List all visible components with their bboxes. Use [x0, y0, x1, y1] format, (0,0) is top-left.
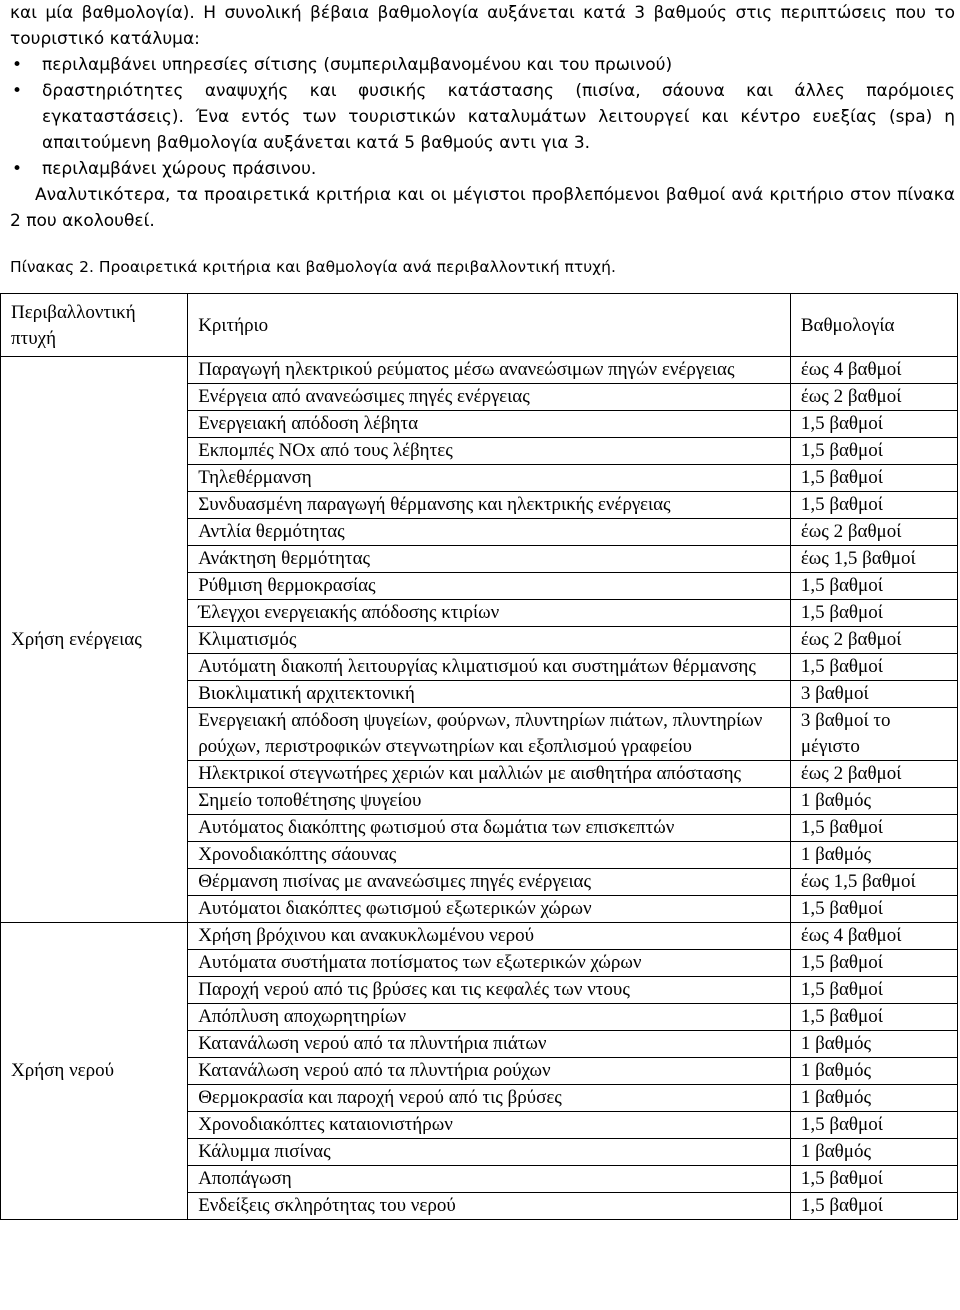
criterion-cell: Κατανάλωση νερού από τα πλυντήρια πιάτων [188, 1031, 791, 1058]
criterion-cell: Χρονοδιακόπτες καταιονιστήρων [188, 1112, 791, 1139]
bullet-icon: • [12, 55, 23, 75]
domain-cell: Χρήση νερού [1, 923, 188, 1220]
score-cell: 1 βαθμός [790, 1058, 957, 1085]
criterion-cell: Αυτόματη διακοπή λειτουργίας κλιματισμού και συστημάτων θέρμανσης [188, 654, 791, 681]
score-cell: 1,5 βαθμοί [790, 1193, 957, 1220]
criterion-cell: Ρύθμιση θερμοκρασίας [188, 573, 791, 600]
score-cell: έως 1,5 βαθμοί [790, 869, 957, 896]
score-cell: 1,5 βαθμοί [790, 573, 957, 600]
criterion-cell: Συνδυασμένη παραγωγή θέρμανσης και ηλεκτρικής ενέργειας [188, 492, 791, 519]
criterion-cell: Παραγωγή ηλεκτρικού ρεύματος μέσω ανανεώσιμων πηγών ενέργειας [188, 357, 791, 384]
criterion-cell: Χρήση βρόχινου και ανακυκλωμένου νερού [188, 923, 791, 950]
score-cell: 1 βαθμός [790, 788, 957, 815]
domain-cell: Χρήση ενέργειας [1, 357, 188, 923]
header-criterion: Κριτήριο [188, 294, 791, 357]
score-cell: 1,5 βαθμοί [790, 950, 957, 977]
score-cell: 3 βαθμοί [790, 681, 957, 708]
criterion-cell: Κάλυμμα πισίνας [188, 1139, 791, 1166]
score-cell: 1,5 βαθμοί [790, 600, 957, 627]
score-cell: έως 2 βαθμοί [790, 519, 957, 546]
criterion-cell: Ενέργεια από ανανεώσιμες πηγές ενέργειας [188, 384, 791, 411]
score-cell: 1,5 βαθμοί [790, 977, 957, 1004]
score-cell: 1 βαθμός [790, 1085, 957, 1112]
score-cell: 1 βαθμός [790, 842, 957, 869]
score-cell: 1,5 βαθμοί [790, 492, 957, 519]
score-cell: έως 4 βαθμοί [790, 923, 957, 950]
header-score: Βαθμολογία [790, 294, 957, 357]
criterion-cell: Αντλία θερμότητας [188, 519, 791, 546]
table-row [1, 923, 958, 950]
score-cell: 1,5 βαθμοί [790, 896, 957, 923]
score-cell: έως 1,5 βαθμοί [790, 546, 957, 573]
bullet-icon: • [12, 81, 23, 101]
score-cell: 1,5 βαθμοί [790, 1004, 957, 1031]
criterion-cell: Τηλεθέρμανση [188, 465, 791, 492]
criterion-cell: Αποπάγωση [188, 1166, 791, 1193]
criterion-cell: Σημείο τοποθέτησης ψυγείου [188, 788, 791, 815]
score-cell: 1,5 βαθμοί [790, 465, 957, 492]
bullet-list [10, 52, 955, 182]
bullet-item: • περιλαμβάνει χώρους πράσινου. [10, 156, 955, 182]
bullet-item: • δραστηριότητες αναψυχής και φυσικής κατάστασης (πισίνα, σάουνα και άλλες παρόμοιες εγκαταστάσεις). Ένα εντός των τουριστικών καταλυμάτων λειτουργεί και κέντρο ευεξίας (spa) η απαιτούμενη βαθμολογία αυξάνεται κατά 5 βαθμούς αντι για 3. [10, 78, 955, 156]
score-cell: 1,5 βαθμοί [790, 1112, 957, 1139]
criterion-cell: Ενδείξεις σκληρότητας του νερού [188, 1193, 791, 1220]
score-cell: 1,5 βαθμοί [790, 815, 957, 842]
header-domain: Περιβαλλοντική πτυχή [1, 294, 188, 357]
criterion-cell: Ενεργειακή απόδοση λέβητα [188, 411, 791, 438]
criteria-table [0, 293, 958, 1220]
criterion-cell: Χρονοδιακόπτης σάουνας [188, 842, 791, 869]
criterion-cell: Παροχή νερού από τις βρύσες και τις κεφαλές των ντους [188, 977, 791, 1004]
criterion-cell: Έλεγχοι ενεργειακής απόδοσης κτιρίων [188, 600, 791, 627]
table-row [1, 357, 958, 384]
criterion-cell: Θερμοκρασία και παροχή νερού από τις βρύσες [188, 1085, 791, 1112]
intro-paragraph: και μία βαθμολογία). Η συνολική βέβαια βαθμολογία αυξάνεται κατά 3 βαθμούς στις περιπτώσεις που το τουριστικό κατάλυμα: [10, 3, 955, 49]
bullet-icon: • [12, 159, 23, 179]
criterion-cell: Ανάκτηση θερμότητας [188, 546, 791, 573]
table-caption: Πίνακας 2. Προαιρετικά κριτήρια και βαθμολογία ανά περιβαλλοντική πτυχή. [10, 258, 616, 276]
score-cell: 1,5 βαθμοί [790, 1166, 957, 1193]
bullet-item: • περιλαμβάνει υπηρεσίες σίτισης (συμπεριλαμβανομένου και του πρωινού) [10, 52, 955, 78]
criterion-cell: Αυτόματος διακόπτης φωτισμού στα δωμάτια των επισκεπτών [188, 815, 791, 842]
criterion-cell: Αυτόματοι διακόπτες φωτισμού εξωτερικών χώρων [188, 896, 791, 923]
criterion-cell: Απόπλυση αποχωρητηρίων [188, 1004, 791, 1031]
criterion-cell: Κατανάλωση νερού από τα πλυντήρια ρούχων [188, 1058, 791, 1085]
closing-paragraph: Αναλυτικότερα, τα προαιρετικά κριτήρια και οι μέγιστοι προβλεπόμενοι βαθμοί ανά κριτήριο στον πίνακα 2 που ακολουθεί. [10, 185, 955, 231]
score-cell: έως 2 βαθμοί [790, 761, 957, 788]
score-cell: έως 2 βαθμοί [790, 384, 957, 411]
criterion-cell: Θέρμανση πισίνας με ανανεώσιμες πηγές ενέργειας [188, 869, 791, 896]
score-cell: 3 βαθμοί το μέγιστο [790, 708, 957, 761]
score-cell: 1,5 βαθμοί [790, 438, 957, 465]
score-cell: 1,5 βαθμοί [790, 654, 957, 681]
criterion-cell: Κλιματισμός [188, 627, 791, 654]
score-cell: έως 4 βαθμοί [790, 357, 957, 384]
score-cell: 1 βαθμός [790, 1031, 957, 1058]
criterion-cell: Ενεργειακή απόδοση ψυγείων, φούρνων, πλυντηρίων πιάτων, πλυντηρίων ρούχων, περιστροφικών στεγνωτηρίων και εξοπλισμού γραφείου [188, 708, 791, 761]
score-cell: 1,5 βαθμοί [790, 411, 957, 438]
criterion-cell: Βιοκλιματική αρχιτεκτονική [188, 681, 791, 708]
table-header-row [1, 294, 958, 357]
criterion-cell: Ηλεκτρικοί στεγνωτήρες χεριών και μαλλιών με αισθητήρα απόστασης [188, 761, 791, 788]
criterion-cell: Εκπομπές NOx από τους λέβητες [188, 438, 791, 465]
score-cell: 1 βαθμός [790, 1139, 957, 1166]
intro-text [10, 0, 955, 234]
score-cell: έως 2 βαθμοί [790, 627, 957, 654]
criterion-cell: Αυτόματα συστήματα ποτίσματος των εξωτερικών χώρων [188, 950, 791, 977]
